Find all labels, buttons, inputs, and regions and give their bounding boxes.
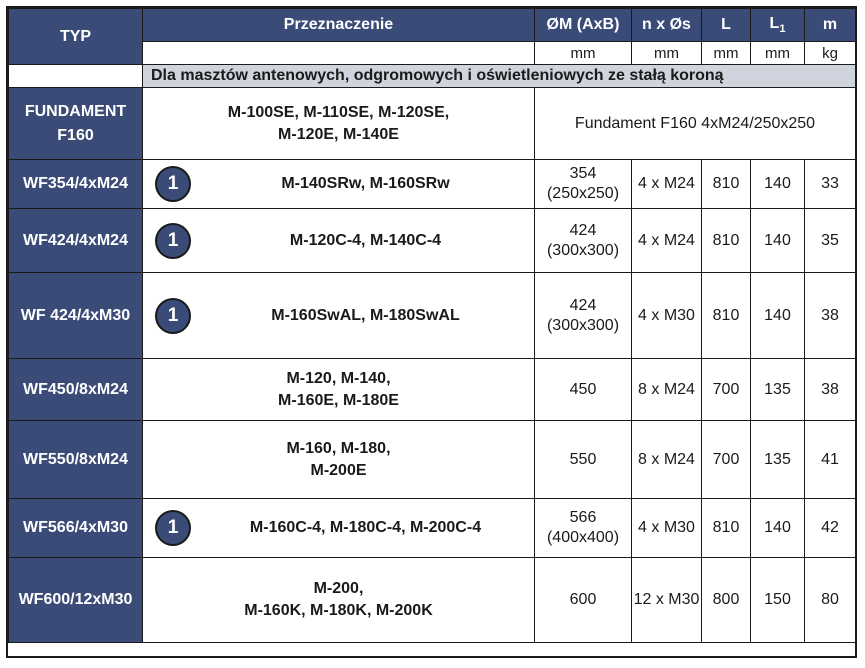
table-row bbox=[9, 160, 856, 209]
header-nxos: n x Øs bbox=[632, 9, 702, 42]
cell-nxos: 8 x M24 bbox=[632, 421, 702, 499]
table-row bbox=[9, 499, 856, 558]
cell-przeznaczenie bbox=[143, 359, 535, 421]
om-line1: 600 bbox=[569, 591, 597, 608]
fundament-spec: Fundament F160 4xM24/250x250 bbox=[535, 88, 856, 160]
cell-nxos: 12 x M30 bbox=[632, 558, 702, 643]
header-om: ØM (AxB) bbox=[535, 9, 632, 42]
zast-line1: M-200, bbox=[313, 580, 364, 597]
om-line2: (300x300) bbox=[546, 316, 620, 334]
fundament-przeznaczenie bbox=[143, 88, 535, 160]
fundament-zast-line1: M-100SE, M-110SE, M-120SE, bbox=[227, 103, 450, 121]
cell-l: 810 bbox=[702, 273, 751, 359]
zast-line2: M-160E, M-180E bbox=[278, 391, 399, 409]
cell-l: 810 bbox=[702, 160, 751, 209]
header-l: L bbox=[702, 9, 751, 42]
spec-table-frame bbox=[6, 6, 857, 658]
zast-line1: M-120C-4, M-140C-4 bbox=[289, 231, 442, 249]
unit-m: kg bbox=[805, 42, 856, 65]
note-badge-icon: 1 bbox=[155, 166, 191, 202]
cell-m: 38 bbox=[805, 273, 856, 359]
cell-m: 38 bbox=[805, 359, 856, 421]
unit-om: mm bbox=[535, 42, 632, 65]
cell-m: 41 bbox=[805, 421, 856, 499]
cell-l1: 135 bbox=[751, 421, 805, 499]
cell-l1: 140 bbox=[751, 499, 805, 558]
table-row bbox=[9, 558, 856, 643]
cell-l: 810 bbox=[702, 499, 751, 558]
cell-przeznaczenie bbox=[143, 209, 535, 273]
table-row bbox=[9, 421, 856, 499]
cell-l: 700 bbox=[702, 421, 751, 499]
om-line2: (250x250) bbox=[546, 185, 620, 202]
spec-rows bbox=[9, 160, 856, 643]
cell-om bbox=[535, 558, 632, 643]
cell-nxos: 4 x M30 bbox=[632, 273, 702, 359]
cell-nxos: 4 x M30 bbox=[632, 499, 702, 558]
header-row bbox=[9, 9, 856, 42]
cell-m: 80 bbox=[805, 558, 856, 643]
header-l1 bbox=[751, 9, 805, 42]
cell-typ: WF 424/4xM30 bbox=[9, 273, 143, 359]
section-title: Dla masztów antenowych, odgromowych i oświetleniowych ze stałą koroną bbox=[143, 65, 856, 88]
cell-typ: WF566/4xM30 bbox=[9, 499, 143, 558]
om-line1: 550 bbox=[569, 450, 597, 468]
fundament-typ bbox=[9, 88, 143, 160]
cell-m: 42 bbox=[805, 499, 856, 558]
foundation-spec-table bbox=[8, 8, 856, 643]
header-l1-sub: 1 bbox=[779, 23, 786, 36]
cell-przeznaczenie bbox=[143, 499, 535, 558]
cell-l1: 140 bbox=[751, 273, 805, 359]
cell-nxos: 4 x M24 bbox=[632, 209, 702, 273]
om-line1: 450 bbox=[569, 380, 597, 398]
section-row bbox=[9, 65, 856, 88]
cell-l: 810 bbox=[702, 209, 751, 273]
unit-l: mm bbox=[702, 42, 751, 65]
cell-om bbox=[535, 499, 632, 558]
zast-line1: M-160SwAL, M-180SwAL bbox=[271, 306, 460, 324]
zast-line2: M-200E bbox=[310, 461, 367, 479]
zast-line1: M-120, M-140, bbox=[286, 369, 391, 387]
cell-l: 800 bbox=[702, 558, 751, 643]
cell-om bbox=[535, 421, 632, 499]
cell-m: 33 bbox=[805, 160, 856, 209]
table-row bbox=[9, 359, 856, 421]
cell-l1: 135 bbox=[751, 359, 805, 421]
fundament-typ-line1: FUNDAMENT bbox=[24, 102, 127, 120]
note-badge-icon: 1 bbox=[155, 510, 191, 546]
cell-om bbox=[535, 359, 632, 421]
om-line1: 566 bbox=[569, 509, 597, 526]
zast-line2: M-160K, M-180K, M-200K bbox=[244, 602, 433, 619]
cell-l1: 150 bbox=[751, 558, 805, 643]
om-line1: 354 bbox=[569, 165, 597, 182]
cell-om bbox=[535, 273, 632, 359]
table-row bbox=[9, 209, 856, 273]
header-m: m bbox=[805, 9, 856, 42]
cell-typ: WF550/8xM24 bbox=[9, 421, 143, 499]
cell-om bbox=[535, 160, 632, 209]
om-line1: 424 bbox=[569, 221, 597, 239]
zast-line1: M-160, M-180, bbox=[286, 439, 391, 457]
header-przeznaczenie: Przeznaczenie bbox=[143, 9, 535, 42]
unit-przeznaczenie-blank bbox=[143, 42, 535, 65]
header-l1-main: L bbox=[769, 14, 780, 32]
cell-l1: 140 bbox=[751, 209, 805, 273]
cell-m: 35 bbox=[805, 209, 856, 273]
cell-l1: 140 bbox=[751, 160, 805, 209]
unit-nxos: mm bbox=[632, 42, 702, 65]
cell-typ: WF424/4xM24 bbox=[9, 209, 143, 273]
om-line2: (300x300) bbox=[546, 241, 620, 259]
unit-l1: mm bbox=[751, 42, 805, 65]
table-row bbox=[9, 273, 856, 359]
cell-nxos: 8 x M24 bbox=[632, 359, 702, 421]
cell-typ: WF354/4xM24 bbox=[9, 160, 143, 209]
cell-typ: WF450/8xM24 bbox=[9, 359, 143, 421]
om-line1: 424 bbox=[569, 296, 597, 314]
section-typ-blank bbox=[9, 65, 143, 88]
om-line2: (400x400) bbox=[546, 529, 620, 546]
cell-przeznaczenie bbox=[143, 421, 535, 499]
fundament-row bbox=[9, 88, 856, 160]
zast-line1: M-160C-4, M-180C-4, M-200C-4 bbox=[249, 519, 482, 536]
note-badge-icon: 1 bbox=[155, 298, 191, 334]
cell-typ: WF600/12xM30 bbox=[9, 558, 143, 643]
cell-przeznaczenie bbox=[143, 160, 535, 209]
cell-przeznaczenie bbox=[143, 273, 535, 359]
fundament-zast-line2: M-120E, M-140E bbox=[278, 125, 399, 143]
cell-l: 700 bbox=[702, 359, 751, 421]
cell-nxos: 4 x M24 bbox=[632, 160, 702, 209]
fundament-typ-line2: F160 bbox=[57, 126, 94, 144]
zast-line1: M-140SRw, M-160SRw bbox=[281, 175, 450, 192]
header-typ: TYP bbox=[9, 9, 143, 65]
note-badge-icon: 1 bbox=[155, 223, 191, 259]
cell-om bbox=[535, 209, 632, 273]
cell-przeznaczenie bbox=[143, 558, 535, 643]
